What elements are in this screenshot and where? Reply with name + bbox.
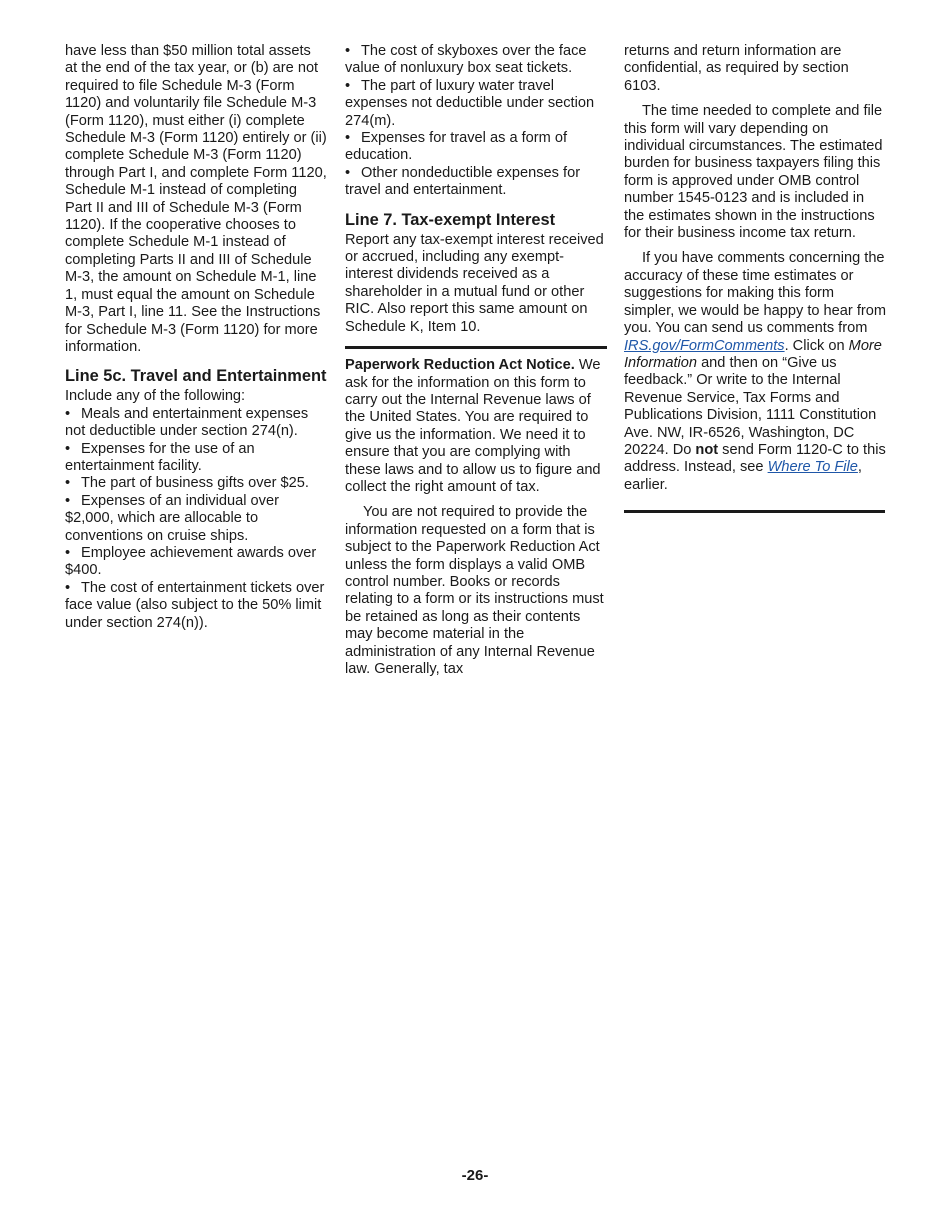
- list-item: • The part of business gifts over $25.: [65, 475, 309, 492]
- list-item: • The part of luxury water travel expenses not deductible under section 274(m).: [345, 77, 595, 129]
- comments-paragraph: If you have comments concerning the accuracy of these time estimates or suggestions for making this form simpler, we would be happy to hear from you. You can send us comments from IRS.gov/FormComments. Click on More Information and then on “Give us feedback.” Or write to the Internal Revenue Service, Tax Forms and Publications Division, 1111 Constitution Ave. NW, IR-6526, Washington, DC 20224. Do not send Form 1120-C to this address. Instead, see Where To File, earlier.: [624, 250, 887, 493]
- section-divider: [345, 346, 607, 349]
- bullet-icon: •: [65, 579, 71, 596]
- paperwork-paragraph-2: You are not required to provide the information requested on a form that is subject to the Paperwork Reduction Act unless the form displays a valid OMB control number. Books or records relating to a form or its instructions must be retained as long as their contents may become material in the administration of any Internal Revenue law. Generally, tax: [345, 504, 604, 677]
- bullet-icon: •: [345, 77, 351, 94]
- list-item: • Other nondeductible expenses for travel and entertainment.: [345, 164, 581, 199]
- bullet-icon: •: [65, 492, 71, 509]
- section-divider: [624, 510, 885, 513]
- column-left: [65, 43, 327, 632]
- column-middle: [345, 43, 607, 686]
- confidentiality-paragraph: returns and return information are confidential, as required by section 6103.: [624, 43, 849, 94]
- intro-paragraph: have less than $50 million total assets at the end of the tax year, or (b) are not required to file Schedule M-3 (Form 1120) and voluntarily file Schedule M-3 (Form 1120), must either (i) complete Schedule M-3 (Form 1120) entirely or (ii) complete Schedule M-3 (Form 1120) through Part I, and complete Form 1120, Schedule M-1 instead of completing Part II and III of Schedule M-3 (Form 1120). If the cooperative chooses to complete Schedule M-1 instead of completing Parts II and III of Schedule M-3, the amount on Schedule M-1, line 1, must equal the amount on Schedule M-3, Part I, line 11. See the Instructions for Schedule M-3 (Form 1120) for more information.: [65, 43, 327, 355]
- line-7-paragraph: Report any tax-exempt interest received or accrued, including any exempt-interest dividends received as a shareholder in a mutual fund or other RIC. Also report this same amount on Schedule K, Item 10.: [345, 231, 604, 335]
- bullet-icon: •: [345, 164, 351, 181]
- form-comments-link[interactable]: IRS.gov/FormComments: [624, 337, 785, 354]
- line-7-heading: Line 7. Tax-exempt Interest: [345, 210, 556, 229]
- bullet-icon: •: [65, 475, 71, 492]
- where-to-file-link[interactable]: Where To File: [767, 459, 858, 476]
- bullet-icon: •: [65, 405, 71, 422]
- paperwork-notice-paragraph: Paperwork Reduction Act Notice. We ask for the information on this form to carry out the Internal Revenue laws of the United States. You are required to give us the information. We need it to ensure that you are complying with these laws and to allow us to figure and collect the right amount of tax.: [345, 357, 601, 495]
- list-item: • Expenses for travel as a form of education.: [345, 130, 568, 164]
- burden-paragraph: The time needed to complete and file this form will vary depending on individual circumstances. The estimated burden for business taxpayers filing this form is approved under OMB control number 1545-0123 and is included in the estimates shown in the instructions for their business income tax return.: [624, 103, 883, 242]
- bullet-icon: •: [345, 43, 351, 59]
- list-item: • Employee achievement awards over $400.: [65, 544, 317, 579]
- list-item: • The cost of entertainment tickets over face value (also subject to the 50% limit under section 274(n)).: [65, 579, 325, 631]
- line-5c-heading: Line 5c. Travel and Entertainment: [65, 367, 327, 386]
- list-item: • Expenses of an individual over $2,000, which are allocable to conventions on cruise ships.: [65, 492, 279, 544]
- paperwork-notice-title: Paperwork Reduction Act Notice.: [345, 357, 575, 374]
- bullet-icon: •: [65, 544, 71, 561]
- include-text: Include any of the following:: [65, 388, 246, 405]
- list-item: • The cost of skyboxes over the face value of nonluxury box seat tickets.: [345, 43, 587, 77]
- column-right: [624, 43, 886, 513]
- bullet-icon: •: [345, 130, 351, 147]
- page-number: -26-: [461, 1167, 489, 1184]
- list-item: • Meals and entertainment expenses not deductible under section 274(n).: [65, 405, 309, 440]
- list-item: • Expenses for the use of an entertainment facility.: [65, 440, 255, 474]
- bullet-icon: •: [65, 440, 71, 457]
